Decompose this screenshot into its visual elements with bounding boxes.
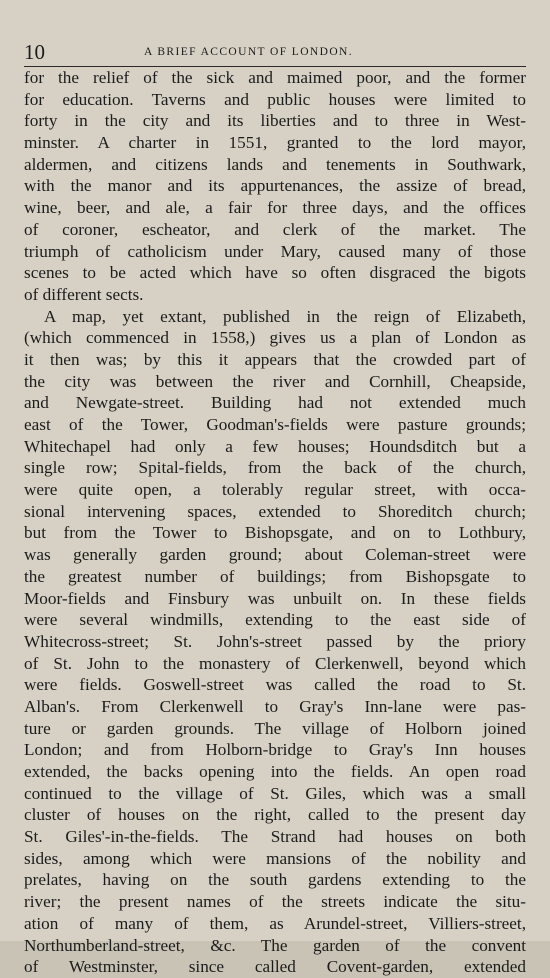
text-line: of different sects. <box>24 284 144 304</box>
text-line: for the relief of the sick and maimed poor, and the former <box>24 68 526 87</box>
text-line: wine, beer, and ale, a fair for three days, and the offices <box>24 198 526 218</box>
text-line: of St. John to the monastery of Clerkenwell, beyond which <box>24 653 526 673</box>
text-line: sides, among which were mansions of the nobility and <box>24 848 526 868</box>
text-line: of coroner, escheator, and clerk of the market. The <box>24 219 526 239</box>
text-line: London; and from Holborn-bridge to Gray's Inn houses <box>24 740 526 760</box>
text-line: minster. A charter in 1551, granted to the lord mayor, <box>24 133 526 153</box>
text-line: river; the present names of the streets indicate the situ- <box>24 892 526 912</box>
text-line: for education. Taverns and public houses were limited to <box>24 89 526 109</box>
text-line: was generally garden ground; about Coleman-street were <box>24 545 526 565</box>
text-line: forty in the city and its liberties and to three in West- <box>24 111 526 131</box>
text-line: aldermen, and citizens lands and tenements in Southwark, <box>24 154 526 174</box>
text-line: continued to the village of St. Giles, which was a small <box>24 783 526 803</box>
text-line: single row; Spital-fields, from the back of the church, <box>24 458 526 478</box>
text-line: Northumberland-street, &c. The garden of the convent <box>24 935 526 955</box>
text-line: but from the Tower to Bishopsgate, and on to Lothbury, <box>24 523 526 543</box>
text-line: triumph of catholicism under Mary, caused many of those <box>24 241 526 261</box>
page-number: 10 <box>24 40 45 64</box>
text-line: were several windmills, extending to the east side of <box>24 610 526 630</box>
text-line: were fields. Goswell-street was called the road to St. <box>24 675 526 695</box>
text-line: extended, the backs opening into the fields. An open road <box>24 762 526 781</box>
text-line: Whitecross-street; St. John's-street passed by the priory <box>24 631 526 651</box>
text-line: Whitechapel had only a few houses; Houndsditch but a <box>24 436 526 456</box>
text-line: the city was between the river and Cornhill, Cheapside, <box>24 371 526 391</box>
text-line: were quite open, a tolerably regular street, with occa- <box>24 480 526 500</box>
text-line: and Newgate-street. Building had not extended much <box>24 393 526 413</box>
paragraph-first-line: A map, yet extant, published in the reign of Elizabeth, <box>44 306 526 326</box>
text-line: ation of many of them, as Arundel-street, Villiers-street, <box>24 913 526 933</box>
text-line: it then was; by this it appears that the crowded part of <box>24 349 526 369</box>
body-text <box>24 67 526 978</box>
text-line: prelates, having on the south gardens extending to the <box>24 870 526 890</box>
text-line: scenes to be acted which have so often disgraced the bigots <box>24 263 526 283</box>
text-line: Alban's. From Clerkenwell to Gray's Inn-lane were pas- <box>24 696 526 716</box>
text-line: sional intervening spaces, extended to Shoreditch church; <box>24 501 526 521</box>
text-line: with the manor and its appurtenances, the assize of bread, <box>24 176 526 196</box>
page-header <box>24 40 526 64</box>
text-line: ture or garden grounds. The village of Holborn joined <box>24 718 526 738</box>
text-line: (which commenced in 1558,) gives us a plan of London as <box>24 328 526 348</box>
text-line: of Westminster, since called Covent-garden, extended <box>24 957 526 977</box>
text-line: Moor-fields and Finsbury was unbuilt on. In these fields <box>24 588 526 608</box>
text-line: cluster of houses on the right, called to the present day <box>24 805 526 825</box>
text-line: St. Giles'-in-the-fields. The Strand had houses on both <box>24 827 526 847</box>
text-line: east of the Tower, Goodman's-fields were pasture grounds; <box>24 415 526 434</box>
text-line: the greatest number of buildings; from Bishopsgate to <box>24 566 526 586</box>
running-head: A BRIEF ACCOUNT OF LONDON. <box>144 46 354 58</box>
